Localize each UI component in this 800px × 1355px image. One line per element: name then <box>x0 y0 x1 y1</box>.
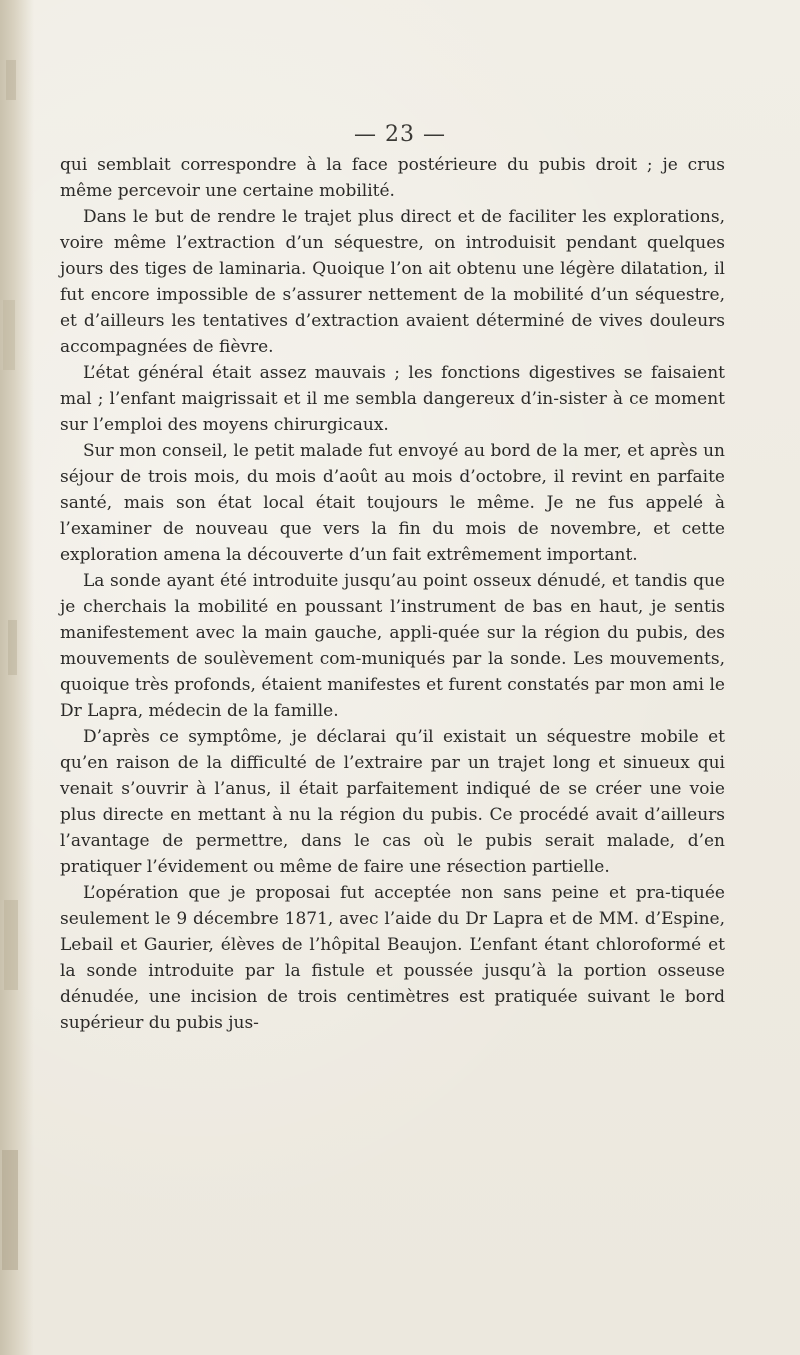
page-binding-edge <box>0 0 34 1355</box>
paragraph: Sur mon conseil, le petit malade fut envoyé au bord de la mer, et après un séjour de trois mois, du mois d’août au mois d’octobre, il revint en parfaite santé, mais son état local était toujours le même. Je ne fus appelé à l’examiner de nouveau que vers la fin du mois de novembre, et cette exploration amena la découverte d’un fait extrêmement important. <box>60 441 725 565</box>
paragraph: qui semblait correspondre à la face postérieure du pubis droit ; je crus même percevoir une certaine mobilité. <box>60 155 725 201</box>
body-text <box>60 152 725 1036</box>
paragraph: L’opération que je proposai fut acceptée non sans peine et pra-tiquée seulement le 9 décembre 1871, avec l’aide du Dr Lapra et de MM. d’Espine, Lebail et Gaurier, élèves de l’hôpital Beaujon. L’enfant étant chloroformé et la sonde introduite par la fistule et poussée jusqu’à la portion osseuse dénudée, une incision de trois centimètres est pratiquée suivant le bord supérieur du pubis jus- <box>60 883 725 1033</box>
page-number: — 23 — <box>354 122 446 147</box>
binding-stain-marks <box>0 0 34 1355</box>
paragraph: Dans le but de rendre le trajet plus direct et de faciliter les explorations, voire même l’extraction d’un séquestre, on introduisit pendant quelques jours des tiges de laminaria. Quoique l’on ait obtenu une légère dilatation, il fut encore impossible de s’assurer nettement de la mobilité d’un séquestre, et d’ailleurs les tentatives d’extraction avaient déterminé de vives douleurs accompagnées de fièvre. <box>60 207 725 357</box>
paragraph: D’après ce symptôme, je déclarai qu’il existait un séquestre mobile et qu’en raison de la difficulté de l’extraire par un trajet long et sinueux qui venait s’ouvrir à l’anus, il était parfaitement indiqué de se créer une voie plus directe en mettant à nu la région du pubis. Ce procédé avait d’ailleurs l’avantage de permettre, dans le cas où le pubis serait malade, d’en pratiquer l’évidement ou même de faire une résection partielle. <box>60 727 725 877</box>
paragraph: La sonde ayant été introduite jusqu’au point osseux dénudé, et tandis que je cherchais la mobilité en poussant l’instrument de bas en haut, je sentis manifestement avec la main gauche, appli-quée sur la région du pubis, des mouvements de soulèvement com-muniqués par la sonde. Les mouvements, quoique très profonds, étaient manifestes et furent constatés par mon ami le Dr Lapra, médecin de la famille. <box>60 571 725 721</box>
paragraph: L’état général était assez mauvais ; les fonctions digestives se faisaient mal ; l’enfant maigrissait et il me sembla dangereux d’in-sister à ce moment sur l’emploi des moyens chirurgicaux. <box>60 363 725 435</box>
